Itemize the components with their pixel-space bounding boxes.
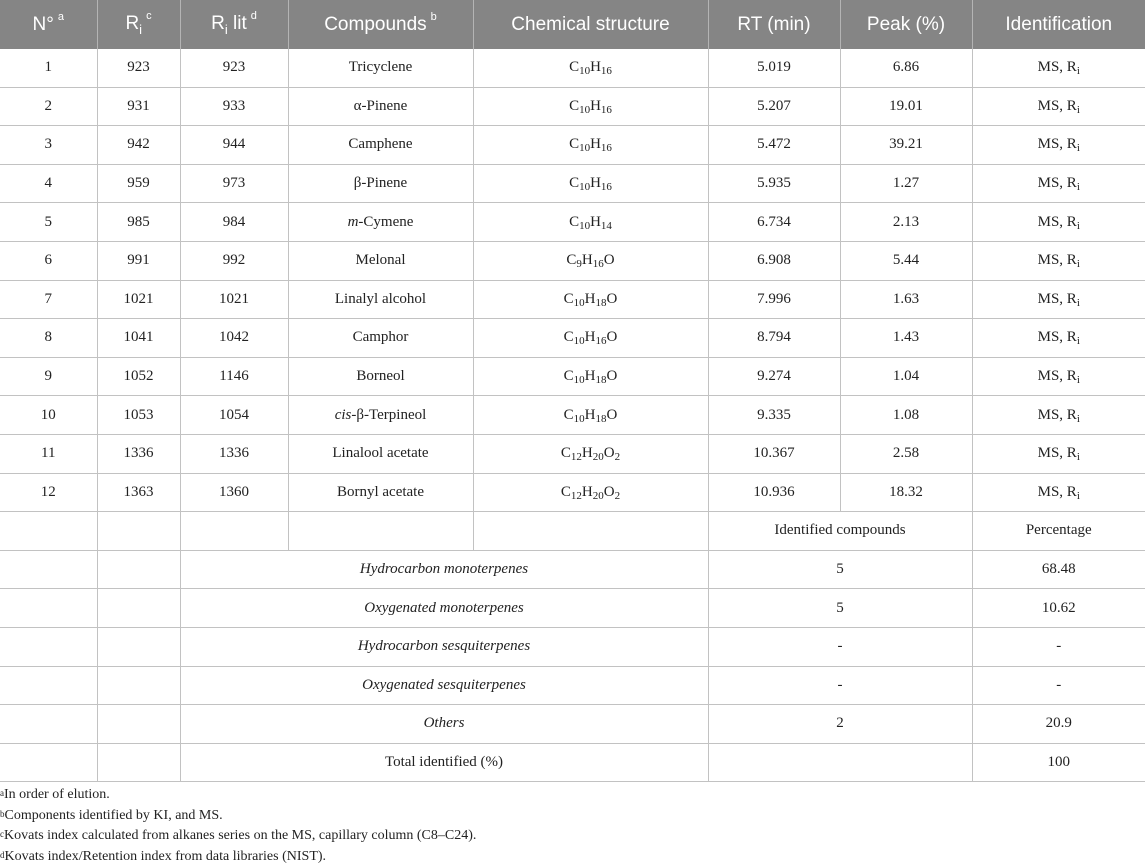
retention-index: 1363: [97, 473, 180, 512]
col-header-number: N° $^a$: [0, 0, 97, 49]
compound-label: Camphor: [353, 329, 409, 345]
identification-subscript: i: [1077, 258, 1080, 270]
retention-index-lit: 1146: [180, 357, 288, 396]
formula-subscript: 16: [601, 181, 612, 193]
retention-index: 931: [97, 87, 180, 126]
retention-index: 1053: [97, 396, 180, 435]
summary-header-row: [0, 512, 1145, 551]
empty-cell: [288, 512, 473, 551]
compound-label: Melonal: [356, 252, 406, 268]
retention-time: 5.472: [708, 126, 840, 165]
retention-index-lit: 1042: [180, 319, 288, 358]
formula-element: H: [582, 484, 593, 500]
formula-element: H: [582, 252, 593, 268]
compound-label: -Cymene: [358, 214, 413, 230]
table-row: [0, 280, 1145, 319]
compound-name: [288, 203, 473, 242]
formula-subscript: 16: [601, 142, 612, 154]
formula-element: C: [569, 214, 579, 230]
formula-subscript: 10: [574, 297, 585, 309]
formula-element: H: [590, 98, 601, 114]
formula-element: C: [561, 445, 571, 461]
retention-time: 10.936: [708, 473, 840, 512]
row-number: 1: [0, 49, 97, 87]
table-row: [0, 203, 1145, 242]
identification-method: [972, 241, 1145, 280]
retention-time: 5.019: [708, 49, 840, 87]
identification-method: [972, 164, 1145, 203]
identification-method: [972, 473, 1145, 512]
formula-element: C: [566, 252, 576, 268]
identification-subscript: i: [1077, 335, 1080, 347]
formula-subscript: 12: [571, 451, 582, 463]
retention-index-lit: 973: [180, 164, 288, 203]
compound-name: [288, 473, 473, 512]
table-row: [0, 319, 1145, 358]
total-label: Total identified (%): [180, 743, 708, 782]
empty-cell: [97, 705, 180, 744]
identification-label: MS, R: [1038, 329, 1077, 345]
retention-index-lit: 1360: [180, 473, 288, 512]
chemical-formula: [473, 49, 708, 87]
footnotes: [0, 785, 1145, 867]
footnote: $^c$Kovats index calculated from alkanes series on the MS, capillary column (C8–C24).: [0, 826, 1145, 847]
summary-count: 2: [708, 705, 972, 744]
formula-subscript: 16: [596, 335, 607, 347]
row-number: 2: [0, 87, 97, 126]
compound-prefix: cis: [335, 407, 352, 423]
compound-label: Tricyclene: [349, 59, 413, 75]
empty-cell: [97, 666, 180, 705]
identification-label: MS, R: [1038, 368, 1077, 384]
compound-label: Linalool acetate: [332, 445, 428, 461]
summary-count: -: [708, 627, 972, 666]
retention-index-lit: 1336: [180, 434, 288, 473]
table-row: [0, 164, 1145, 203]
formula-subscript: 16: [601, 104, 612, 116]
col-header-rt: RT (min): [708, 0, 840, 49]
total-percentage: 100: [972, 743, 1145, 782]
retention-index: 1336: [97, 434, 180, 473]
identification-subscript: i: [1077, 451, 1080, 463]
formula-subscript: 18: [596, 374, 607, 386]
summary-count: -: [708, 666, 972, 705]
peak-percent: 1.08: [840, 396, 972, 435]
table-row: [0, 126, 1145, 165]
retention-index: 991: [97, 241, 180, 280]
col-header-identification: Identification: [972, 0, 1145, 49]
chemical-formula: [473, 280, 708, 319]
compound-name: [288, 357, 473, 396]
formula-element: C: [564, 407, 574, 423]
empty-cell: [0, 512, 97, 551]
compound-name: [288, 49, 473, 87]
identification-method: [972, 280, 1145, 319]
peak-percent: 1.43: [840, 319, 972, 358]
identification-subscript: i: [1077, 297, 1080, 309]
col-header-peak: Peak (%): [840, 0, 972, 49]
empty-cell: [473, 512, 708, 551]
formula-subscript: 2: [615, 490, 621, 502]
compound-label: Camphene: [348, 136, 412, 152]
row-number: 8: [0, 319, 97, 358]
chemical-formula: [473, 126, 708, 165]
retention-index: 923: [97, 49, 180, 87]
header-row: [0, 0, 1145, 49]
chemical-formula: [473, 434, 708, 473]
compound-name: [288, 241, 473, 280]
identification-label: MS, R: [1038, 59, 1077, 75]
formula-subscript: 10: [574, 374, 585, 386]
identification-subscript: i: [1077, 413, 1080, 425]
empty-cell: [97, 512, 180, 551]
table-row: [0, 396, 1145, 435]
table-row: [0, 473, 1145, 512]
formula-element: C: [564, 291, 574, 307]
formula-element: C: [564, 329, 574, 345]
compound-label: Linalyl alcohol: [335, 291, 426, 307]
formula-subscript: 18: [596, 413, 607, 425]
summary-percentage: 68.48: [972, 550, 1145, 589]
formula-element: H: [585, 291, 596, 307]
identification-method: [972, 87, 1145, 126]
retention-time: 6.908: [708, 241, 840, 280]
summary-row: [0, 627, 1145, 666]
empty-cell: [97, 743, 180, 782]
formula-element: H: [590, 136, 601, 152]
identification-subscript: i: [1077, 374, 1080, 386]
peak-percent: 19.01: [840, 87, 972, 126]
identification-label: MS, R: [1038, 175, 1077, 191]
formula-element: O: [604, 252, 615, 268]
summary-row: [0, 589, 1145, 628]
footnote: $^d$Kovats index/Retention index from data libraries (NIST).: [0, 847, 1145, 867]
formula-element: H: [585, 329, 596, 345]
retention-index-lit: 1054: [180, 396, 288, 435]
empty-cell: [0, 743, 97, 782]
identification-label: MS, R: [1038, 214, 1077, 230]
empty-cell: [0, 666, 97, 705]
row-number: 6: [0, 241, 97, 280]
empty-cell: [97, 589, 180, 628]
chemical-formula: [473, 87, 708, 126]
peak-percent: 5.44: [840, 241, 972, 280]
formula-element: C: [569, 175, 579, 191]
retention-index: 1021: [97, 280, 180, 319]
summary-class-label: Hydrocarbon sesquiterpenes: [180, 627, 708, 666]
formula-subscript: 18: [596, 297, 607, 309]
identification-subscript: i: [1077, 104, 1080, 116]
summary-percentage: 10.62: [972, 589, 1145, 628]
empty-cell: [97, 550, 180, 589]
formula-element: H: [590, 175, 601, 191]
compound-label: Bornyl acetate: [337, 484, 424, 500]
formula-subscript: 9: [576, 258, 582, 270]
formula-subscript: 2: [615, 451, 621, 463]
summary-percentage: -: [972, 627, 1145, 666]
compound-name: [288, 280, 473, 319]
identification-method: [972, 319, 1145, 358]
retention-time: 5.207: [708, 87, 840, 126]
table-row: [0, 434, 1145, 473]
formula-element: H: [582, 445, 593, 461]
compound-name: [288, 126, 473, 165]
row-number: 5: [0, 203, 97, 242]
table-row: [0, 241, 1145, 280]
table-row: [0, 49, 1145, 87]
compound-name: [288, 164, 473, 203]
row-number: 4: [0, 164, 97, 203]
identification-label: MS, R: [1038, 291, 1077, 307]
summary-row: [0, 666, 1145, 705]
table-row: [0, 87, 1145, 126]
empty-cell: [0, 589, 97, 628]
identification-method: [972, 49, 1145, 87]
formula-element: O: [607, 291, 618, 307]
compound-label: β-Pinene: [354, 175, 407, 191]
formula-subscript: 16: [593, 258, 604, 270]
formula-subscript: 10: [574, 413, 585, 425]
retention-index-lit: 944: [180, 126, 288, 165]
formula-element: C: [569, 136, 579, 152]
peak-percent: 6.86: [840, 49, 972, 87]
formula-subscript: 20: [593, 490, 604, 502]
identification-method: [972, 203, 1145, 242]
peak-percent: 1.63: [840, 280, 972, 319]
row-number: 12: [0, 473, 97, 512]
identification-label: MS, R: [1038, 252, 1077, 268]
peak-percent: 18.32: [840, 473, 972, 512]
row-number: 9: [0, 357, 97, 396]
formula-subscript: 10: [574, 335, 585, 347]
retention-time: 10.367: [708, 434, 840, 473]
identification-method: [972, 396, 1145, 435]
formula-element: C: [564, 368, 574, 384]
formula-subscript: 14: [601, 220, 612, 232]
retention-index-lit: 923: [180, 49, 288, 87]
table-row: [0, 357, 1145, 396]
formula-subscript: 10: [579, 65, 590, 77]
identification-label: MS, R: [1038, 445, 1077, 461]
summary-percentage: -: [972, 666, 1145, 705]
chemical-formula: [473, 319, 708, 358]
chemical-formula: [473, 357, 708, 396]
summary-percentage: 20.9: [972, 705, 1145, 744]
row-number: 10: [0, 396, 97, 435]
empty-cell: [180, 512, 288, 551]
compound-name: [288, 434, 473, 473]
identification-method: [972, 126, 1145, 165]
col-header-compounds: Compounds $^b$: [288, 0, 473, 49]
footnote: $^a$In order of elution.: [0, 785, 1145, 806]
retention-time: 8.794: [708, 319, 840, 358]
chemical-formula: [473, 203, 708, 242]
formula-subscript: 16: [601, 65, 612, 77]
retention-time: 7.996: [708, 280, 840, 319]
retention-index: 1052: [97, 357, 180, 396]
compound-name: [288, 396, 473, 435]
identification-method: [972, 434, 1145, 473]
identification-subscript: i: [1077, 142, 1080, 154]
identified-compounds-header: Identified compounds: [708, 512, 972, 551]
empty-cell: [97, 627, 180, 666]
empty-cell: [0, 627, 97, 666]
row-number: 3: [0, 126, 97, 165]
identification-subscript: i: [1077, 490, 1080, 502]
retention-index-lit: 984: [180, 203, 288, 242]
compound-prefix: m: [348, 214, 359, 230]
identification-label: MS, R: [1038, 136, 1077, 152]
formula-element: O: [604, 445, 615, 461]
formula-subscript: 10: [579, 220, 590, 232]
retention-index: 959: [97, 164, 180, 203]
formula-subscript: 10: [579, 142, 590, 154]
col-header-structure: Chemical structure: [473, 0, 708, 49]
col-header-ri: $R_i^c$: [97, 0, 180, 49]
compound-name: [288, 319, 473, 358]
summary-count: 5: [708, 550, 972, 589]
identification-method: [972, 357, 1145, 396]
retention-index: 985: [97, 203, 180, 242]
identification-label: MS, R: [1038, 98, 1077, 114]
summary-class-label: Oxygenated sesquiterpenes: [180, 666, 708, 705]
formula-element: C: [569, 98, 579, 114]
formula-subscript: 12: [571, 490, 582, 502]
compound-name: [288, 87, 473, 126]
retention-index-lit: 992: [180, 241, 288, 280]
compound-label: Borneol: [356, 368, 404, 384]
formula-element: H: [585, 407, 596, 423]
chemical-formula: [473, 396, 708, 435]
identification-label: MS, R: [1038, 407, 1077, 423]
summary-class-label: Hydrocarbon monoterpenes: [180, 550, 708, 589]
summary-row: [0, 705, 1145, 744]
empty-cell: [0, 550, 97, 589]
peak-percent: 39.21: [840, 126, 972, 165]
formula-element: O: [607, 407, 618, 423]
formula-element: O: [607, 368, 618, 384]
formula-element: O: [604, 484, 615, 500]
formula-element: H: [585, 368, 596, 384]
col-header-ri-lit: $R_i$ lit $^d$: [180, 0, 288, 49]
formula-element: H: [590, 59, 601, 75]
retention-time: 9.274: [708, 357, 840, 396]
retention-index: 942: [97, 126, 180, 165]
identification-subscript: i: [1077, 220, 1080, 232]
identification-subscript: i: [1077, 181, 1080, 193]
peak-percent: 2.13: [840, 203, 972, 242]
empty-cell: [708, 743, 972, 782]
empty-cell: [0, 705, 97, 744]
compound-label: α-Pinene: [354, 98, 408, 114]
percentage-header: Percentage: [972, 512, 1145, 551]
retention-index: 1041: [97, 319, 180, 358]
formula-element: H: [590, 214, 601, 230]
formula-subscript: 20: [593, 451, 604, 463]
retention-index-lit: 933: [180, 87, 288, 126]
summary-class-label: Others: [180, 705, 708, 744]
peak-percent: 2.58: [840, 434, 972, 473]
summary-class-label: Oxygenated monoterpenes: [180, 589, 708, 628]
peak-percent: 1.27: [840, 164, 972, 203]
compound-label: -β-Terpineol: [351, 407, 426, 423]
formula-element: O: [607, 329, 618, 345]
total-row: [0, 743, 1145, 782]
chemical-formula: [473, 164, 708, 203]
formula-subscript: 10: [579, 104, 590, 116]
summary-row: [0, 550, 1145, 589]
formula-element: C: [569, 59, 579, 75]
footnote: $^b$Components identified by KI, and MS.: [0, 806, 1145, 827]
retention-index-lit: 1021: [180, 280, 288, 319]
peak-percent: 1.04: [840, 357, 972, 396]
identification-label: MS, R: [1038, 484, 1077, 500]
retention-time: 9.335: [708, 396, 840, 435]
retention-time: 5.935: [708, 164, 840, 203]
formula-element: C: [561, 484, 571, 500]
chemical-formula: [473, 241, 708, 280]
formula-subscript: 10: [579, 181, 590, 193]
row-number: 7: [0, 280, 97, 319]
row-number: 11: [0, 434, 97, 473]
identification-subscript: i: [1077, 65, 1080, 77]
chemical-formula: [473, 473, 708, 512]
retention-time: 6.734: [708, 203, 840, 242]
summary-count: 5: [708, 589, 972, 628]
